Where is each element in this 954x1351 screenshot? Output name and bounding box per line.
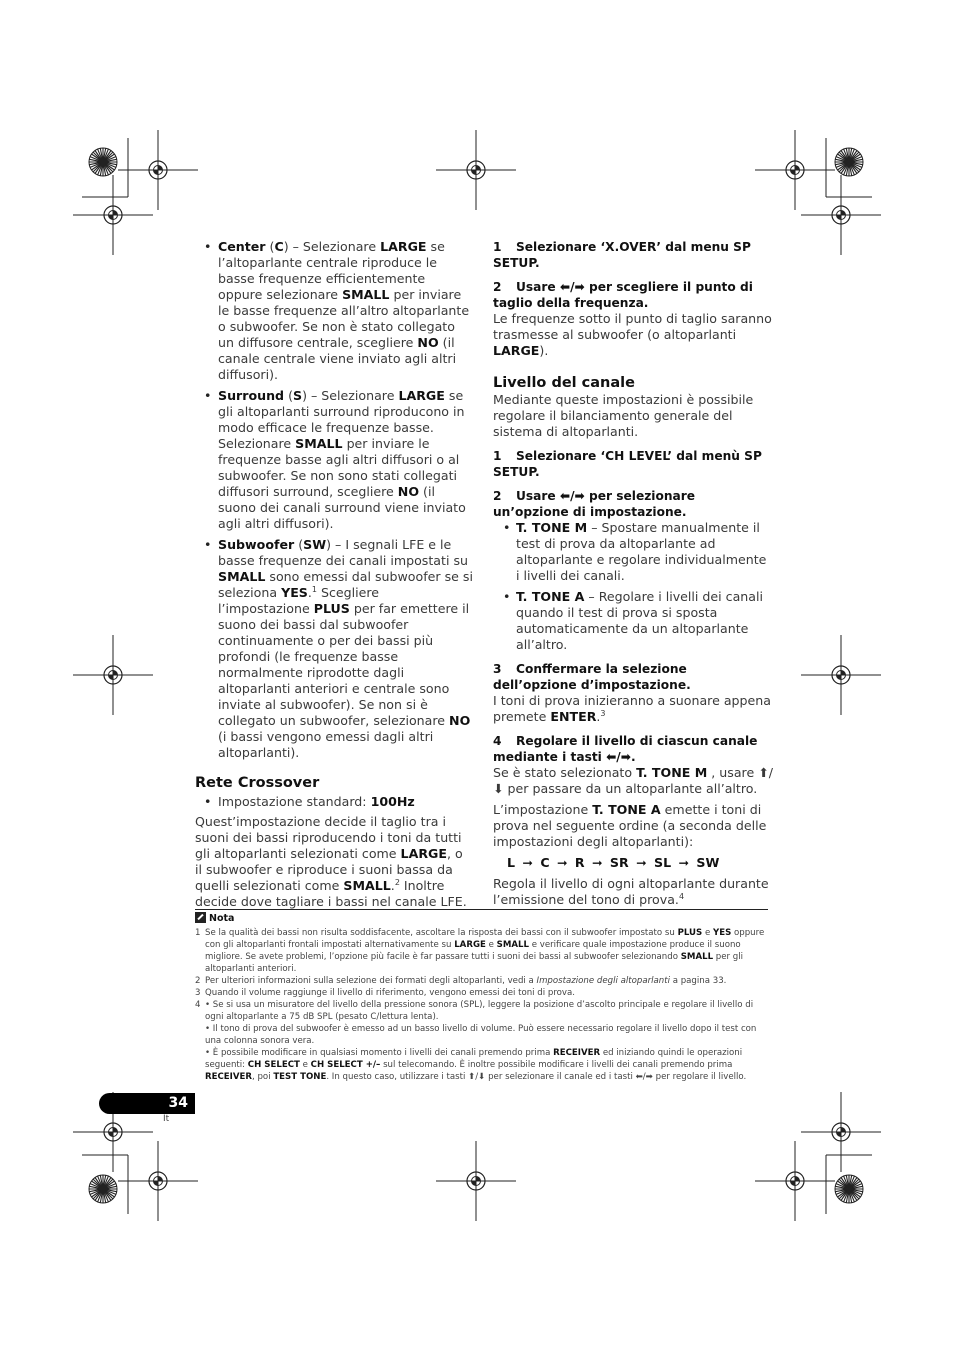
page-number: 34: [168, 1095, 188, 1111]
level-step-4-description: Se è stato selezionato T. TONE M , usare ⬆/⬇ per passare da un altoparlante all’altro.: [493, 765, 773, 796]
crossover-default: • Impostazione standard: 100Hz: [195, 794, 473, 810]
tone-a-order: L’impostazione T. TONE A emette i toni di prova nel seguente ordine (a seconda delle impostazioni degli altoparlanti):: [493, 802, 767, 849]
note-4: 4 • Se si usa un misuratore del livello della pressione sonora (SPL), leggere la posizione d’ascolto principale e regolare il livello di ogni altoparlante a 75 dB SPL (pesato C/lettura lenta).: [195, 1000, 754, 1022]
center-bullet: • Center (C) – Selezionare LARGE se l’altoparlante centrale riproduce le basse frequenze efficientemente oppure selezionare SMALL per inviare le basse frequenze all’altro altoparlante o subwoofer. Se non è stato collegato un diffusore centrale, scegliere NO (il canale centrale viene inviato agli altri diffusori).: [195, 239, 473, 383]
channel-level-intro: Mediante queste impostazioni è possibile regolare il bilanciamento generale del sistema di altoparlanti.: [493, 392, 754, 439]
language-code: It: [163, 1114, 170, 1124]
crossover-heading: Rete Crossover: [195, 775, 320, 791]
level-step-4: 4 Regolare il livello di ciascun canale mediante i tasti ⬅/➡.: [493, 734, 758, 764]
surround-bullet: • Surround (S) – Selezionare LARGE se gli altoparlanti surround riproducono in modo efficace le frequenze basse. Selezionare SMALL per inviare le frequenze basse agli altri diffusori o al subwoofer. Se non sono stati collegati diffusori surround, scegliere NO (il suono dei canali surround viene inviato agli altri diffusori).: [195, 388, 473, 532]
step-2-description: Le frequenze sotto il punto di taglio saranno trasmesse al subwoofer (o altoparlanti LARGE).: [493, 311, 772, 358]
level-step-1: 1 Selezionare ‘CH LEVEL’ dal menù SP SETUP.: [493, 449, 762, 479]
step-2-crossover: 2 Usare ⬅/➡ per scegliere il punto di taglio della frequenza.: [493, 280, 753, 310]
note-4-bullet-2: • Il tono di prova del subwoofer è emesso ad un basso livello di volume. Può essere necessario regolare il livello dopo il test con una colonna sonora vera.: [205, 1024, 757, 1046]
level-step-2: 2 Usare ⬅/➡ per selezionare un’opzione di impostazione.: [493, 489, 696, 519]
notes-section: [195, 912, 770, 1083]
final-description: Regola il livello di ogni altoparlante durante l’emissione del tono di prova.$^4$: [493, 876, 769, 907]
left-column: [195, 239, 473, 910]
subwoofer-bullet: • Subwoofer (SW) – I segnali LFE e le basse frequenze dei canali impostati su SMALL sono emessi dal subwoofer se si seleziona YES.$^1$ Scegliere l’impostazione PLUS per far emettere il suono dei bassi dal subwoofer continuamente o per dei bassi più profondi (le frequenze basse normalmente riprodotte dagli altoparlanti anteriori e centrale sono inviate al subwoofer). Se non si è collegato un subwoofer, selezionare NO (i bassi vengono emessi dagli altri altoparlanti).: [195, 537, 473, 761]
step-1-xover: 1 Selezionare ‘X.OVER’ dal menu SP SETUP.: [493, 240, 751, 270]
tone-m-bullet: • T. TONE M – Spostare manualmente il test di prova da altoparlante ad altoparlante e regolare individualmente i livelli dei canali.: [493, 520, 773, 584]
channel-level-heading: Livello del canale: [493, 375, 635, 391]
note-3: 3 Quando il volume raggiunge il livello di riferimento, vengono emessi dei toni di prova.: [195, 988, 576, 998]
speaker-sequence: L ➞ C ➞ R ➞ SR ➞ SL ➞ SW: [507, 855, 720, 870]
notes-header: Nota: [195, 912, 770, 925]
note-icon: [195, 912, 206, 923]
level-step-3: 3 Conffermare la selezione dell’opzione d’impostazione.: [493, 662, 691, 692]
crossover-description: Quest’impostazione decide il taglio tra i suoni dei bassi riproducendo i toni da tutti gli altoparlanti selezionati come LARGE, o il subwoofer e riproduce i suoni bassa da quelli selezionati come SMALL.$^2$ Inoltre decide dove tagliare i bassi nel canale LFE.: [195, 814, 467, 909]
right-column: [493, 239, 773, 908]
note-4-bullet-3: • È possibile modificare in qualsiasi momento i livelli dei canali premendo prima RECEIVER ed iniziando quindi le operazioni seguenti: CH SELECT e CH SELECT +/– sul telecomando. È inoltre possibile modificare i livelli dei canali premendo prima RECEIVER, poi TEST TONE. In questo caso, utilizzare i tasti ⬆/⬇ per selezionare il canale ed i tasti ⬅/➡ per regolare il livello.: [205, 1048, 747, 1082]
level-step-3-description: I toni di prova inizieranno a suonare appena premete ENTER.$^3$: [493, 693, 771, 724]
tone-a-bullet: • T. TONE A – Regolare i livelli dei canali quando il test di prova si sposta automaticamente da un altoparlante all’altro.: [493, 589, 773, 653]
note-2: 2 Per ulteriori informazioni sulla selezione dei formati degli altoparlanti, vedi a Impostazione degli altoparlanti a pagina 33.: [195, 976, 727, 986]
notes-divider: [195, 909, 768, 910]
note-1: 1 Se la qualità dei bassi non risulta soddisfacente, ascoltare la risposta dei bassi con il subwoofer impostato su PLUS e YES oppure con gli altoparlanti frontali impostati alternativamente su LARGE e SMALL e verificare quale impostazione produce il suono migliore. Se avete problemi, l’opzione più facile è far passare tutti i suoni dei bassi al subwoofer selezionando SMALL per gli altoparlanti anteriori.: [195, 928, 765, 974]
